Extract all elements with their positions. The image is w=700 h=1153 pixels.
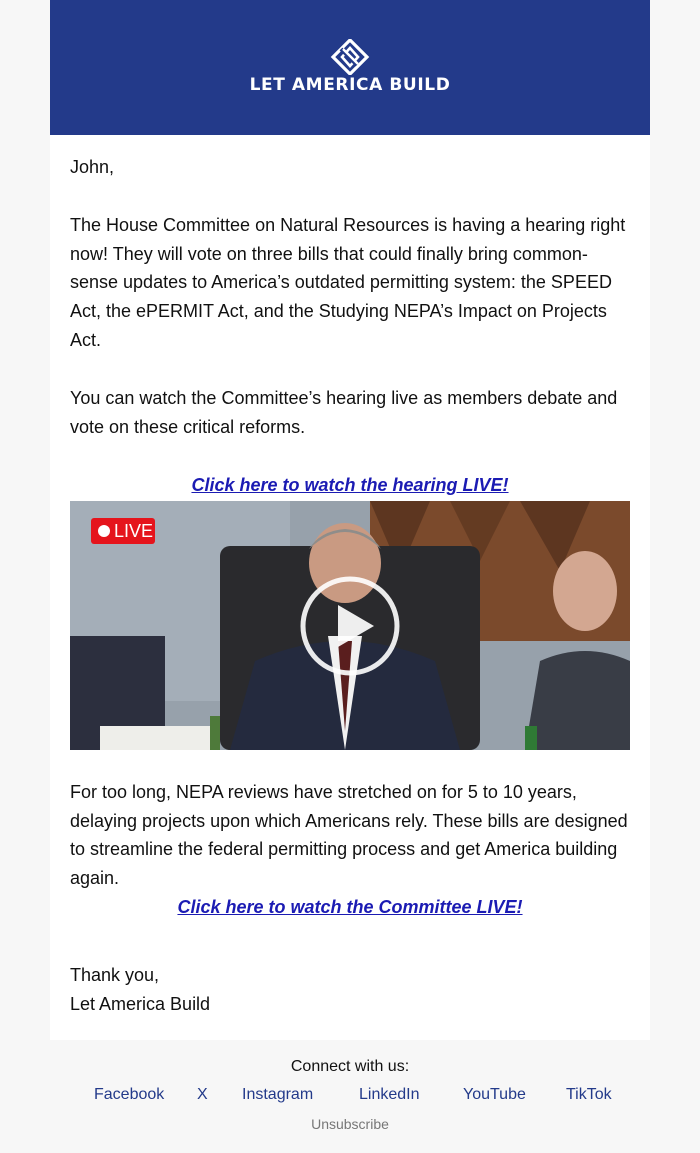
paragraph-watch: You can watch the Committee’s hearing live as members debate and vote on these critical reforms. [70, 388, 618, 437]
live-video-thumbnail[interactable] [70, 501, 630, 750]
live-label: LIVE [114, 521, 154, 541]
linkedin-link[interactable]: LinkedIn [359, 1086, 420, 1103]
facebook-link[interactable]: Facebook [94, 1086, 165, 1103]
email-footer [0, 1040, 700, 1153]
play-circle-icon[interactable] [300, 576, 400, 676]
signoff-thanks: Thank you, [70, 965, 160, 985]
watch-committee-link[interactable]: Click here to watch the Committee LIVE! [177, 897, 523, 917]
email-header [50, 0, 650, 135]
email-card [50, 0, 650, 1040]
youtube-link[interactable]: YouTube [463, 1086, 526, 1103]
x-link[interactable]: X [197, 1086, 208, 1103]
greeting: John, [70, 157, 115, 177]
paragraph-hearing: The House Committee on Natural Resources is having a hearing right now! They will vote on three bills that could finally bring common-sense updates to America’s outdated permitting system: the SPEED Act, the ePERMIT Act, and the Studying NEPA’s Impact on Projects Act. [70, 215, 626, 350]
diamond-logo-icon [327, 39, 373, 75]
signoff-org: Let America Build [70, 993, 211, 1014]
watch-hearing-link[interactable]: Click here to watch the hearing LIVE! [191, 475, 509, 495]
live-badge [91, 518, 155, 544]
unsubscribe-link[interactable]: Unsubscribe [311, 1116, 389, 1132]
cta-container-hearing [70, 471, 630, 500]
paragraph-nepa: For too long, NEPA reviews have stretched on for 5 to 10 years, delaying projects upon which Americans rely. These bills are designed to streamline the federal permitting process and get America building again. [70, 782, 628, 889]
instagram-link[interactable]: Instagram [242, 1086, 314, 1103]
connect-heading: Connect with us: [290, 1058, 410, 1075]
live-dot-icon [98, 525, 110, 537]
cta-container-committee [70, 893, 630, 922]
signoff [70, 961, 630, 1018]
brand-name: LET AMERICA BUILD [249, 75, 451, 95]
tiktok-link[interactable]: TikTok [566, 1086, 612, 1103]
